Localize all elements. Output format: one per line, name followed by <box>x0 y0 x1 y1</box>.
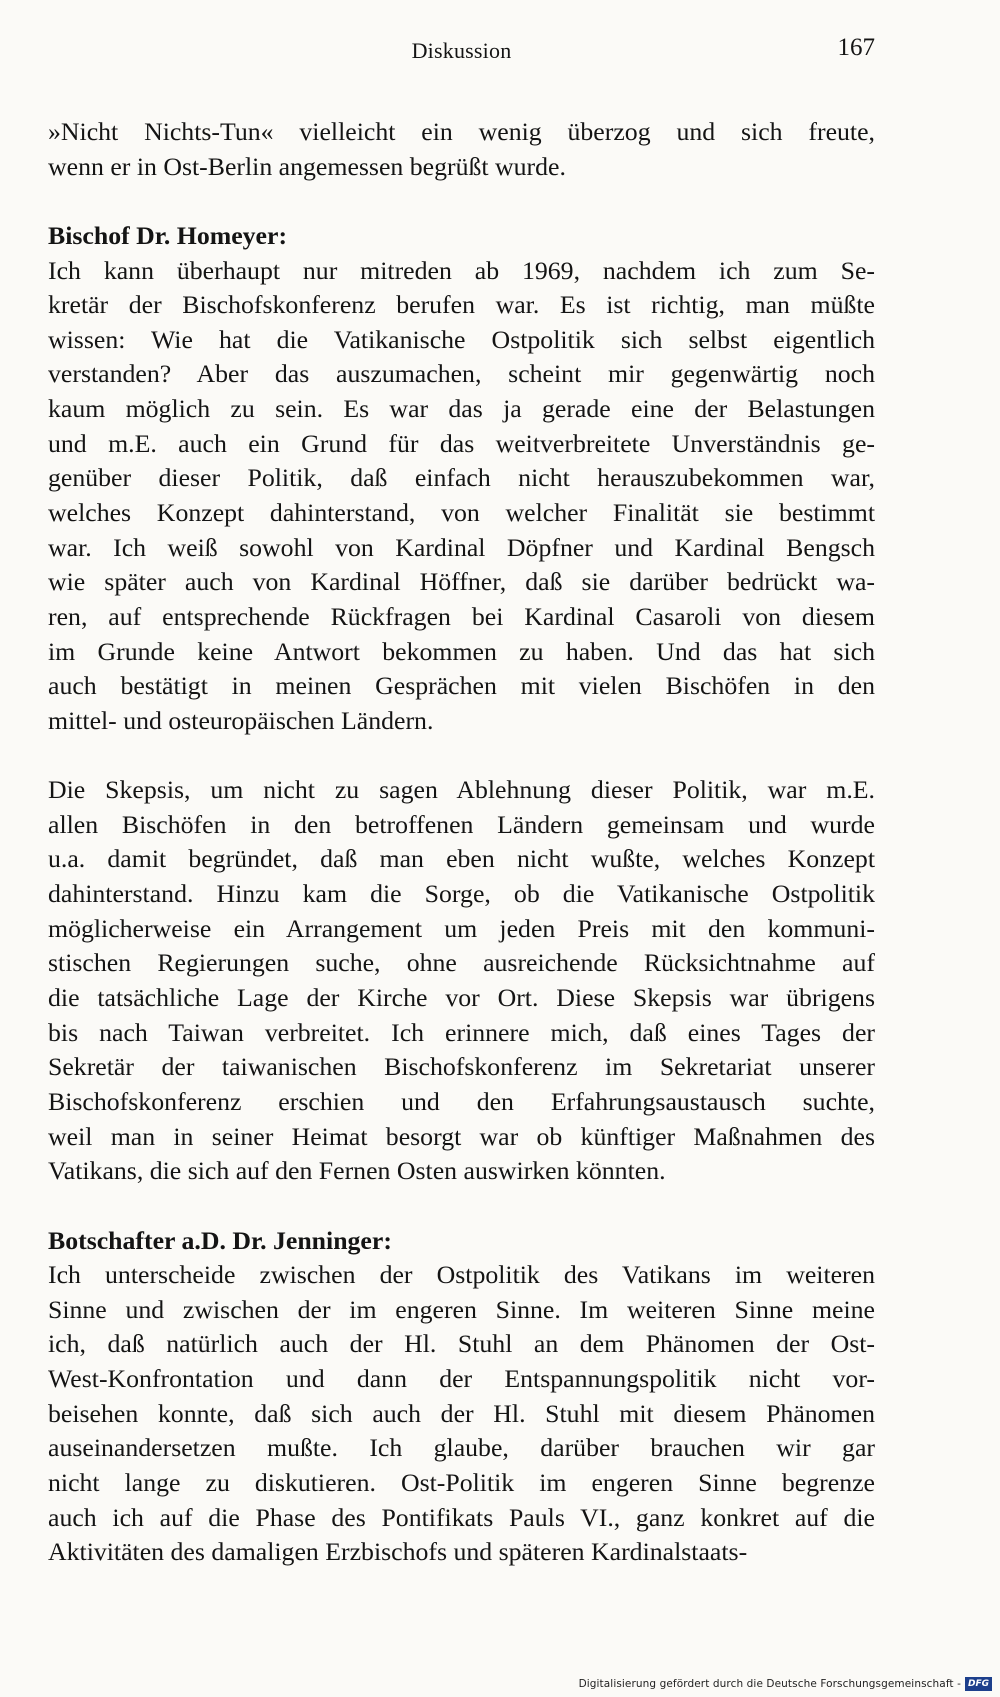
text-line: u.a. damit begründet, daß man eben nicht wußte, welches Konzept <box>48 844 875 874</box>
text-line: welches Konzept dahinterstand, von welcher Finalität sie bestimmt <box>48 498 875 528</box>
text-line: Die Skepsis, um nicht zu sagen Ablehnung dieser Politik, war m.E. <box>48 775 875 805</box>
text-line: Ich kann überhaupt nur mitreden ab 1969, nachdem ich zum Se- <box>48 255 875 285</box>
running-head <box>48 34 875 68</box>
text-line: bis nach Taiwan verbreitet. Ich erinnere mich, daß eines Tages der <box>48 1017 875 1047</box>
text-line: weil man in seiner Heimat besorgt war ob künftiger Maßnahmen des <box>48 1121 875 1151</box>
speaker-heading: Bischof Dr. Homeyer: <box>48 220 288 250</box>
text-line: Ich unterscheide zwischen der Ostpolitik des Vatikans im weiteren <box>48 1260 875 1290</box>
text-line: wie später auch von Kardinal Höffner, daß sie darüber bedrückt wa- <box>48 567 875 597</box>
text-line: die tatsächliche Lage der Kirche vor Ort. Diese Skepsis war übrigens <box>48 983 875 1013</box>
text-line: Sinne und zwischen der im engeren Sinne. Im weiteren Sinne meine <box>48 1294 875 1324</box>
speaker-heading: Botschafter a.D. Dr. Jenninger: <box>48 1225 392 1255</box>
text-line: im Grunde keine Antwort bekommen zu haben. Und das hat sich <box>48 636 875 666</box>
text-line: kaum möglich zu sein. Es war das ja gerade eine der Belastungen <box>48 394 875 424</box>
text-line: beisehen konnte, daß sich auch der Hl. Stuhl mit diesem Phänomen <box>48 1398 875 1428</box>
text-line: wissen: Wie hat die Vatikanische Ostpolitik sich selbst eigentlich <box>48 324 875 354</box>
text-line: auch ich auf die Phase des Pontifikats Pauls VI., ganz konkret auf die <box>48 1502 875 1532</box>
paragraph-gap <box>48 739 875 774</box>
text-line: ich, daß natürlich auch der Hl. Stuhl an dem Phänomen der Ost- <box>48 1329 875 1359</box>
text-line: auch bestätigt in meinen Gesprächen mit vielen Bischöfen in den <box>48 671 875 701</box>
paragraph <box>48 773 875 1189</box>
text-line: genüber dieser Politik, daß einfach nicht herauszubekommen war, <box>48 463 875 493</box>
running-title: Diskussion <box>411 38 512 63</box>
text-line: nicht lange zu diskutieren. Ost-Politik im engeren Sinne begrenze <box>48 1467 875 1497</box>
text-line: ren, auf entsprechende Rückfragen bei Kardinal Casaroli von diesem <box>48 601 875 631</box>
text-line: allen Bischöfen in den betroffenen Ländern gemeinsam und wurde <box>48 809 875 839</box>
text-line: und m.E. auch ein Grund für das weitverbreitete Unverständnis ge- <box>48 428 875 458</box>
text-line: verstanden? Aber das auszumachen, scheint mir gegenwärtig noch <box>48 359 875 389</box>
text-line: möglicherweise ein Arrangement um jeden Preis mit den kommuni- <box>48 913 875 943</box>
section-gap <box>48 1189 875 1224</box>
text-line: Bischofskonferenz erschien und den Erfahrungsaustausch suchte, <box>48 1086 875 1116</box>
digitization-credit <box>579 1674 992 1694</box>
text-line: wenn er in Ost-Berlin angemessen begrüßt wurde. <box>48 151 566 181</box>
paragraph <box>48 1258 875 1570</box>
text-line: auseinandersetzen mußte. Ich glaube, darüber brauchen wir gar <box>48 1433 875 1463</box>
paragraph <box>48 254 875 739</box>
text-line: Vatikans, die sich auf den Fernen Osten auswirken könnten. <box>48 1156 666 1186</box>
page-number: 167 <box>837 34 875 61</box>
text-line: Aktivitäten des damaligen Erzbischofs und späteren Kardinalstaats- <box>48 1537 748 1567</box>
text-line: kretär der Bischofskonferenz berufen war. Es ist richtig, man müßte <box>48 290 875 320</box>
text-line: »Nicht Nichts-Tun« vielleicht ein wenig überzog und sich freute, <box>48 117 875 146</box>
text-line: war. Ich weiß sowohl von Kardinal Döpfner und Kardinal Bengsch <box>48 532 875 562</box>
text-line: Sekretär der taiwanischen Bischofskonferenz im Sekretariat unserer <box>48 1052 875 1082</box>
digitization-credit-text: Digitalisierung gefördert durch die Deutsche Forschungsgemeinschaft - <box>578 1678 961 1690</box>
text-line: stischen Regierungen suche, ohne ausreichende Rücksichtnahme auf <box>48 948 875 978</box>
paragraph <box>48 115 875 184</box>
dfg-logo-icon: DFG <box>965 1677 992 1691</box>
body-text <box>48 115 875 1570</box>
text-line: mittel- und osteuropäischen Ländern. <box>48 705 434 735</box>
text-line: dahinterstand. Hinzu kam die Sorge, ob die Vatikanische Ostpolitik <box>48 879 875 909</box>
section-gap <box>48 184 875 219</box>
text-line: West-Konfrontation und dann der Entspannungspolitik nicht vor- <box>48 1364 875 1394</box>
